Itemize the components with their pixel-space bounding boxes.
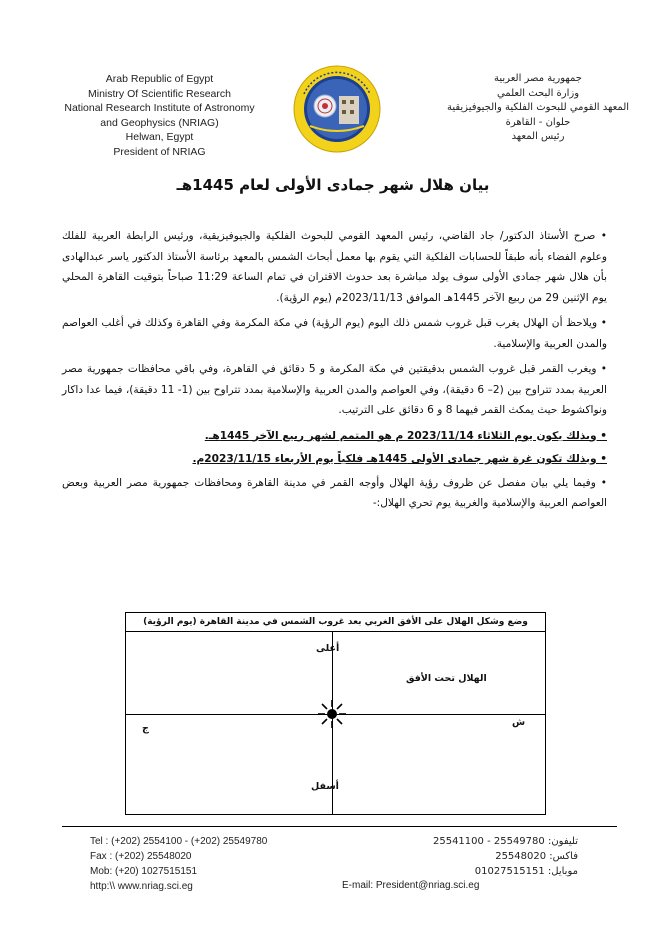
paragraph: • ويلاحظ أن الهلال يغرب قبل غروب شمس ذلك اليوم (يوم الرؤية) في مكة المكرمة وفي القاهرة وكذلك في أغلب العواصم والمدن العربية والإسلامية. (62, 317, 607, 350)
label-right: ش (512, 717, 526, 728)
highlight-paragraph: • وبذلك تكون غرة شهر جمادى الأولى 1445هـ فلكياً يوم الأربعاء 2023/11/15م. (192, 453, 607, 465)
footer-tel: Tel : (+202) 2554100 - (+202) 25549780 (90, 836, 268, 847)
footer-website-link[interactable]: http:\\ www.nriag.sci.eg (90, 881, 193, 892)
footer-email-link[interactable]: E-mail: President@nriag.sci.eg (342, 880, 480, 891)
footer-arabic-fax: فاكس: 25548020 (495, 851, 578, 862)
table-heading: وضع وشكل الهلال على الأفق الغربي بعد غروب الشمس في مدينة القاهرة (يوم الرؤية) (126, 613, 545, 632)
footer-english-contacts (90, 834, 320, 894)
footer-arabic-tel: تليفون: 25549780 - 25541100 (432, 836, 578, 847)
header-english-line: Ministry Of Scientific Research (88, 87, 231, 100)
label-bottom: أسفل (311, 781, 339, 792)
header-english-line: Arab Republic of Egypt (105, 73, 214, 85)
header-english (52, 72, 267, 159)
nriag-logo-seal (292, 64, 382, 154)
label-top: أعلى (316, 643, 340, 654)
header-english-line: National Research Institute of Astronomy (64, 102, 255, 114)
highlight-paragraph: • وبذلك يكون يوم الثلاثاء 2023/11/14 م هو المتمم لشهر ربيع الآخر 1445هـ. (204, 429, 607, 442)
paragraph: • صرح الأستاذ الدكتور/ جاد القاضي، رئيس المعهد القومي للبحوث الفلكية والجيوفيزيقية، ورئيس الرابطة العربية للفلك وعلوم الفضاء بأنه طبقاً للحسابات الفلكية التي يقوم بها معمل أبحاث الشمس بالمعهد برئاسة الأستاذ الدكتور ياسر عبدالهادى بأن هلال شهر جمادى الأولى سوف يولد مباشرة بعد حدوث الاقتران في تمام الساعة 11:29 صباحاً بتوقيت القاهرة المحلي يوم الإثنين 29 من ربيع الآخر 1445هـ الموافق 2023/11/13م (يوم الرؤية). (62, 230, 607, 304)
header-arabic (418, 72, 658, 145)
header-arabic-line: المعهد القومي للبحوث الفلكية والجيوفيزيقية (446, 102, 630, 113)
page-title: بيان هلال شهر جمادى الأولى لعام 1445هـ (176, 176, 490, 194)
crescent-position-table (125, 612, 546, 815)
header-english-line: President of NRIAG (113, 145, 206, 158)
header-arabic-line: حلوان - القاهرة (505, 116, 571, 128)
moon-note: الهلال تحت الأفق (406, 673, 487, 684)
footer-divider (62, 826, 617, 827)
sun-icon (317, 699, 347, 729)
header-english-line: Helwan, Egypt (125, 131, 194, 143)
header-arabic-line: رئيس المعهد (511, 131, 565, 142)
footer-arabic-contacts (350, 834, 578, 879)
header-arabic-line: وزارة البحث العلمي (496, 87, 580, 99)
paragraph: • ويغرب القمر قبل غروب الشمس بدقيقتين في مكة المكرمة و 5 دقائق في القاهرة، وفي باقي محافظات جمهورية مصر العربية بمدد تتراوح بين (2– 6 دقيقة)، وفي العواصم والمدن العربية والإسلامية بمدد تتراوح بين (1- 11 دقيقة)، فيما عدا داكار ونواكشوط حيث يمكث القمر فيهما 8 و 6 دقائق على الترتيب. (62, 363, 607, 416)
header-arabic-line: جمهورية مصر العربية (494, 73, 582, 84)
footer-mobile: Mob: (+20) 1027515151 (90, 866, 198, 877)
label-left: ج (142, 723, 149, 734)
footer-fax: Fax : (+202) 25548020 (90, 851, 192, 862)
footer-arabic-mobile: موبايل: 01027515151 (474, 866, 578, 877)
header-english-line: and Geophysics (NRIAG) (100, 116, 219, 129)
closing-paragraph: • وفيما يلي بيان مفصل عن ظروف رؤية الهلال وأوجه القمر في مدينة القاهرة ومحافظات جمهورية مصر العربية وبعض العواصم العربية والإسلامية والغربية يوم تحري الهلال:- (62, 476, 607, 509)
statement-body (62, 226, 607, 519)
